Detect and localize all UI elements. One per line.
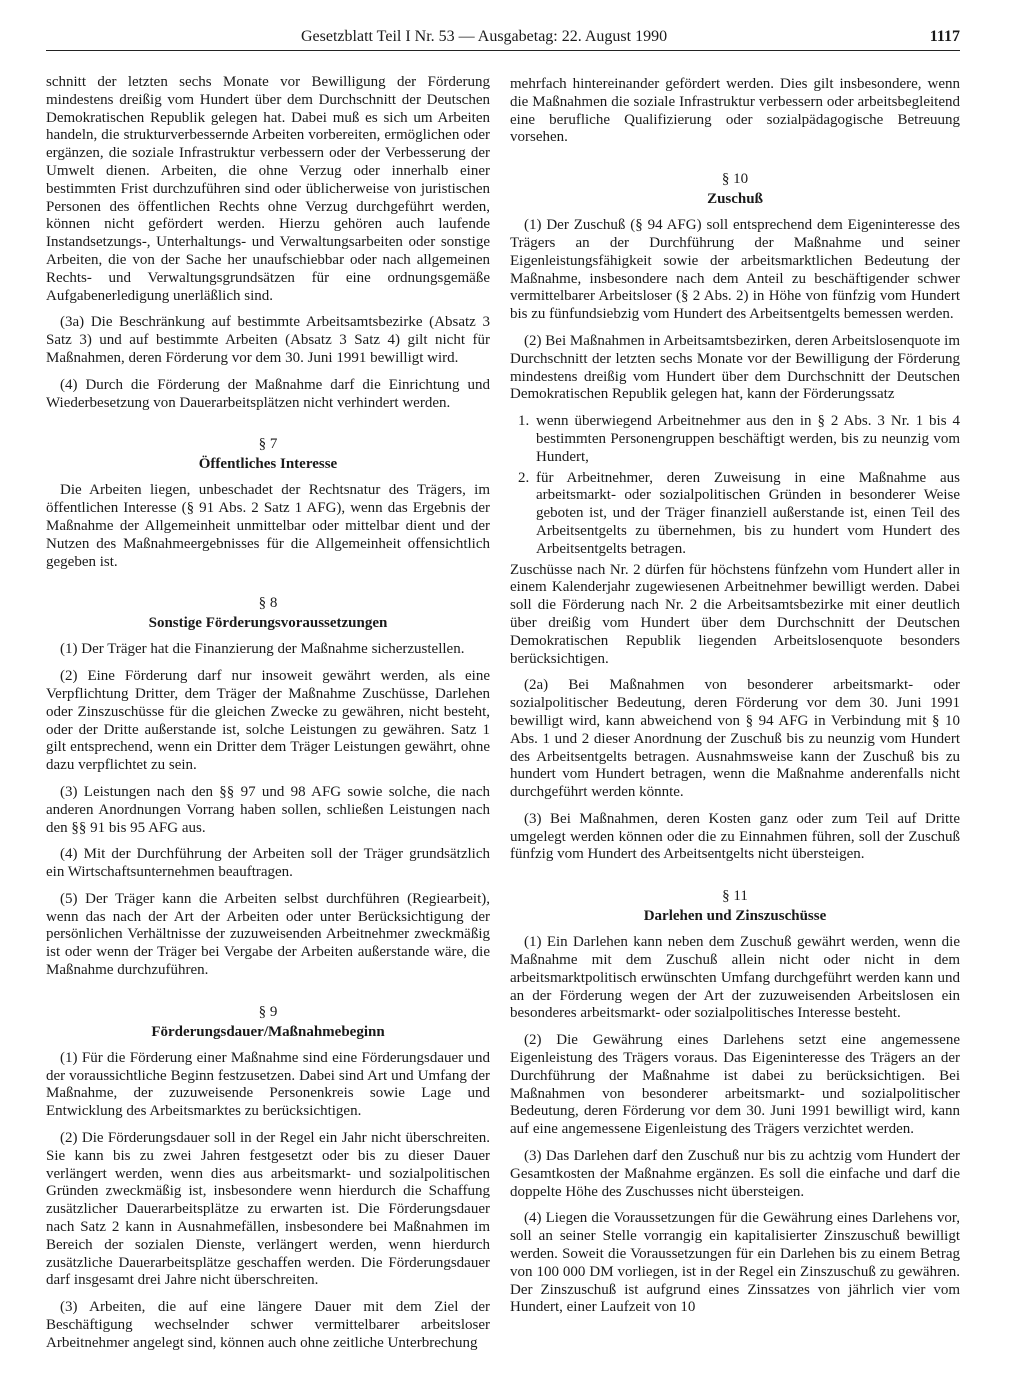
section-number: § 8 [258, 595, 278, 612]
paragraph: (3) Bei Maßnahmen, deren Kosten ganz oder zum Teil auf Dritte umgelegt werden können oder die zu Einnahmen führen, soll der Zuschuß fünfzig vom Hundert des Arbeitsentgelts nicht übersteigen. [510, 810, 960, 863]
left-column [46, 74, 490, 1362]
section-title: Zuschuß [707, 191, 763, 208]
section-title: Sonstige Förderungsvoraussetzungen [148, 615, 388, 632]
list-number: 1. [518, 413, 530, 430]
paragraph: (3) Das Darlehen darf den Zuschuß nur bis zu achtzig vom Hundert der Gesamtkosten der Maßnahme ergänzen. Es soll die einfache und darf die doppelte Höhe des Zuschusses nicht übersteigen. [510, 1148, 960, 1200]
list-text: wenn überwiegend Arbeitnehmer aus den in § 2 Abs. 3 Nr. 1 bis 4 bestimmten Personengruppen beschäftigt werden, bis zu neunzig vom Hundert, [536, 413, 960, 465]
paragraph: (1) Der Zuschuß (§ 94 AFG) soll entsprechend dem Eigeninteresse des Trägers an der Durchführung der Maßnahme und seiner Eigenleistungsfähigkeit sowie der arbeitsmarktlichen Bedeutung der Maßnahme, insbesondere nach dem Anteil zu beschäftigender schwer vermittelbarer Arbeitsloser (§ 2 Abs. 2) in Höhe von fünfzig vom Hundert bis zu fünfundsiebzig vom Hundert des Arbeitsentgelts bemessen werden. [510, 217, 960, 323]
paragraph: (2) Die Gewährung eines Darlehens setzt eine angemessene Eigenleistung des Trägers voraus. Das Eigeninteresse des Trägers an der Durchführung der Maßnahme ist dabei zu berücksichtigen. Bei Maßnahmen von besonderer arbeitsmarkt- und sozialpolitischer Bedeutung, deren Förderung vor dem 30. Juni 1991 bewilligt wird, kann auf eine angemessene Eigenleistung des Trägers verzichtet werden. [510, 1032, 960, 1138]
paragraph: (4) Liegen die Voraussetzungen für die Gewährung eines Darlehens vor, soll an seiner Stelle vorrangig ein kapitalisierter Zinszuschuß bewilligt werden. Soweit die Voraussetzungen für ein Darlehen bis zu einem Betrag von 100 000 DM vorliegen, ist in der Regel ein Zinszuschuß zu gewähren. Der Zinszuschuß ist aufgrund eines Zinssatzes von jährlich vier vom Hundert, einer Laufzeit von 10 [510, 1210, 960, 1316]
section-title: Öffentliches Interesse [198, 456, 338, 473]
paragraph: (3a) Die Beschränkung auf bestimmte Arbeitsamtsbezirke (Absatz 3 Satz 3) und auf bestimmte Arbeiten (Absatz 3 Satz 4) gilt nicht für Maßnahmen, deren Förderung vor dem 30. Juni 1991 bewilligt wird. [46, 314, 490, 366]
paragraph: (4) Durch die Förderung der Maßnahme darf die Einrichtung und Wiederbesetzung von Dauerarbeitsplätzen nicht verhindert werden. [46, 376, 490, 411]
header-title: Gesetzblatt Teil I Nr. 53 — Ausgabetag: 22. August 1990 [301, 28, 668, 45]
paragraph: mehrfach hintereinander gefördert werden. Dies gilt insbesondere, wenn die Maßnahmen die soziale Infrastruktur verbessern oder arbeitsbegleitend eine berufliche Qualifizierung oder sozialpädagogische Betreuung vorsehen. [510, 76, 960, 146]
section-number: § 7 [258, 436, 278, 453]
header-rule [46, 50, 960, 51]
right-column [510, 76, 960, 1326]
paragraph: (3) Leistungen nach den §§ 97 und 98 AFG sowie solche, die nach anderen Anordnungen Vorrang haben sollen, schließen Leistungen nach den §§ 91 bis 95 AFG aus. [46, 783, 490, 836]
list-item [510, 413, 960, 466]
paragraph: (2a) Bei Maßnahmen von besonderer arbeitsmarkt- oder sozialpolitischer Bedeutung, deren Förderung vor dem 30. Juni 1991 bewilligt wird, kann abweichend von § 94 AFG in Verbindung mit § 10 Abs. 1 und 2 dieser Anordnung der Zuschuß bis zu neunzig vom Hundert des Arbeitsentgelts betragen. Ausnahmsweise kann der Zuschuß bis zu hundert vom Hundert betragen, wenn die Maßnahme anderenfalls nicht durchgeführt werden könnte. [510, 677, 960, 801]
list-text: für Arbeitnehmer, deren Zuweisung in eine Maßnahme aus arbeitsmarkt- oder sozialpolitischen Gründen in besonderer Weise geboten ist, und der Träger finanziell außerstande ist, einen Teil des Arbeitsentgelts zu übernehmen, bis zu hundert vom Hundert des Arbeitsentgelts betragen. [536, 469, 960, 557]
section-number: § 9 [258, 1003, 278, 1020]
paragraph: schnitt der letzten sechs Monate vor Bewilligung der Förderung mindestens dreißig vom Hundert über dem Durchschnitt der Deutschen Demokratischen Republik gelegen hat. Dabei muß es sich um Arbeiten handeln, die strukturverbessernde Arbeiten vorbereiten, ermöglichen oder ergänzen, die soziale Infrastruktur verbessern oder der Verbesserung der Umwelt dienen. Arbeiten, die ohne Verzug oder innerhalb einer bestimmten Frist durchzuführen sind oder üblicherweise von juristischen Personen des öffentlichen Rechts ohne Verzug durchgeführt werden, können nicht gefördert werden. Hierzu gehören auch laufende Instandsetzungs-, Unterhaltungs- und Verwaltungsarbeiten oder sonstige Arbeiten, die von der Sache her unaufschiebbar oder nach allgemeinen Rechts- und Verwaltungsgrundsätzen für eine ordnungsgemäße Aufgabenerledigung unerläßlich sind. [46, 74, 490, 304]
section-title: Förderungsdauer/Maßnahmebeginn [151, 1023, 385, 1040]
paragraph: (2) Die Förderungsdauer soll in der Regel ein Jahr nicht überschreiten. Sie kann bis zu zwei Jahren festgesetzt oder bis zu dieser Dauer verlängert werden, wenn dies aus arbeitsmarkt- und sozialpolitischen Gründen zweckmäßig ist, insbesondere wenn hierdurch die Schaffung zusätzlicher Dauerarbeitsplätze zu erwarten ist. Die Förderungsdauer nach Satz 2 kann in Ausnahmefällen, insbesondere bei Maßnahmen im Bereich der sozialen Dienste, verlängert werden, wenn hierdurch zusätzliche Dauerarbeitsplätze geschaffen werden. Die Förderungsdauer darf insgesamt drei Jahre nicht überschreiten. [46, 1130, 490, 1289]
paragraph: (1) Der Träger hat die Finanzierung der Maßnahme sicherzustellen. [60, 641, 465, 658]
section-number: § 10 [721, 171, 749, 188]
paragraph: (3) Arbeiten, die auf eine längere Dauer mit dem Ziel der Beschäftigung wechselnder schwer vermittelbarer arbeitsloser Arbeitnehmer angelegt sind, können auch ohne zeitliche Unterbrechung [46, 1299, 490, 1351]
paragraph: (4) Mit der Durchführung der Arbeiten soll der Träger grundsätzlich ein Wirtschaftsunternehmen beauftragen. [46, 846, 490, 881]
list-item [510, 470, 960, 559]
paragraph: (1) Für die Förderung einer Maßnahme sind eine Förderungsdauer und der voraussichtliche Beginn festzusetzen. Dabei sind Art und Umfang der Maßnahme, der zuzuweisende Personenkreis sowie Lage und Entwicklung des Arbeitsmarktes zu berücksichtigen. [46, 1049, 490, 1120]
page-number: 1117 [929, 28, 960, 45]
enumerated-list [510, 413, 960, 558]
paragraph: (5) Der Träger kann die Arbeiten selbst durchführen (Regiearbeit), wenn das nach der Art der Arbeiten oder unter Berücksichtigung der persönlichen Verhältnisse der zuzuweisenden Arbeitnehmer zweckmäßig ist oder wenn der Träger bei Vergabe der Arbeiten außerstande wäre, die Maßnahme durchzuführen. [46, 890, 490, 979]
paragraph: (2) Eine Förderung darf nur insoweit gewährt werden, als eine Verpflichtung Dritter, dem Träger der Maßnahme Zuschüsse, Darlehen oder Zinszuschüsse für die gleichen Zwecke zu gewähren, nicht besteht, oder der Dritte außerstande ist, solche Leistungen zu gewähren. Satz 1 gilt entsprechend, wenn ein Dritter dem Träger Leistungen gewährt, ohne dazu verpflichtet zu sein. [46, 668, 490, 774]
section-title: Darlehen und Zinszuschüsse [643, 908, 827, 925]
paragraph: (2) Bei Maßnahmen in Arbeitsamtsbezirken, deren Arbeitslosenquote im Durchschnitt der letzten sechs Monate vor der Bewilligung der Förderung mindestens dreißig vom Hundert über dem Durchschnitt der Deutschen Demokratischen Republik gelegen hat, kann der Förderungssatz [510, 332, 960, 403]
list-number: 2. [518, 469, 530, 486]
paragraph: Die Arbeiten liegen, unbeschadet der Rechtsnatur des Trägers, im öffentlichen Interesse (§ 91 Abs. 2 Satz 1 AFG), wenn das Ergebnis der Maßnahme der Allgemeinheit unmittelbar oder mittelbar dient und der Nutzen des Maßnahmeergebnisses für die Allgemeinheit offensichtlich gegeben ist. [46, 482, 490, 570]
page-header [46, 28, 960, 50]
section-number: § 11 [722, 888, 748, 905]
paragraph: Zuschüsse nach Nr. 2 dürfen für höchstens fünfzehn vom Hundert aller in einem Kalenderjahr zugewiesenen Arbeitnehmer bewilligt werden. Dabei soll die Förderung nach Nr. 2 die Arbeitsamtsbezirke mit einer deutlich über dreißig vom Hundert über dem Durchschnitt der Deutschen Demokratischen Republik liegenden Arbeitslosenquote besonders berücksichtigen. [510, 561, 960, 667]
paragraph: (1) Ein Darlehen kann neben dem Zuschuß gewährt werden, wenn die Maßnahme mit dem Zuschuß allein nicht oder nicht in dem arbeitsmarktpolitisch erwünschten Umfang durchgeführt werden kann und an der Förderung wegen der Art der zuzuweisenden Arbeitslosen ein besonderes arbeitsmarkt- oder sozialpolitisches Interesse besteht. [510, 934, 960, 1022]
